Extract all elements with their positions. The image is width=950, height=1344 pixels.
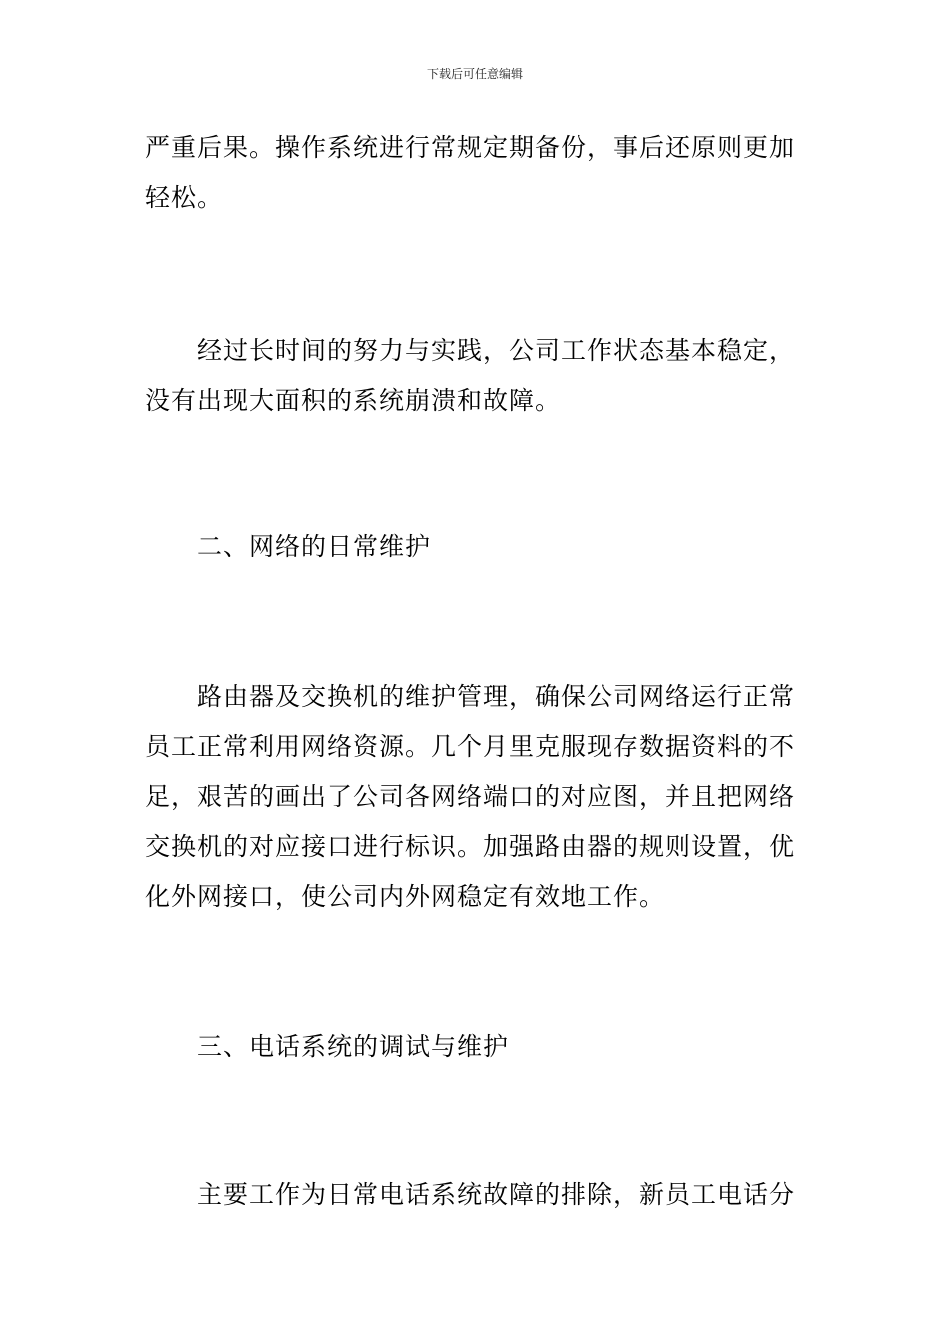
header-note: 下载后可任意编辑 (426, 67, 523, 81)
section-heading-phone (145, 1022, 807, 1072)
paragraph-line: 交换机的对应接口进行标识。加强路由器的规则设置，优 (145, 832, 796, 861)
paragraph-line: 严重后果。操作系统进行常规定期备份，事后还原则更加 (145, 133, 796, 162)
paragraph-line: 主要工作为日常电话系统故障的排除，新员工电话分 (197, 1180, 796, 1209)
paragraph-line: 轻松。 (145, 183, 224, 212)
paragraph-continued (145, 123, 807, 223)
paragraph-phone-maintenance (145, 1170, 807, 1220)
paragraph-network-maintenance (145, 672, 807, 922)
heading-text: 二、网络的日常维护 (197, 532, 432, 561)
paragraph-line: 路由器及交换机的维护管理，确保公司网络运行正常 (197, 682, 796, 711)
paragraph-line: 没有出现大面积的系统崩溃和故障。 (145, 386, 562, 415)
heading-text: 三、电话系统的调试与维护 (197, 1032, 510, 1061)
section-heading-network (145, 522, 807, 572)
paragraph-line: 经过长时间的努力与实践，公司工作状态基本稳定， (197, 336, 796, 365)
paragraph-line: 足，艰苦的画出了公司各网络端口的对应图，并且把网络 (145, 782, 796, 811)
paragraph-system-status (145, 326, 807, 426)
paragraph-line: 化外网接口，使公司内外网稳定有效地工作。 (145, 882, 666, 911)
paragraph-line: 员工正常利用网络资源。几个月里克服现存数据资料的不 (145, 732, 796, 761)
